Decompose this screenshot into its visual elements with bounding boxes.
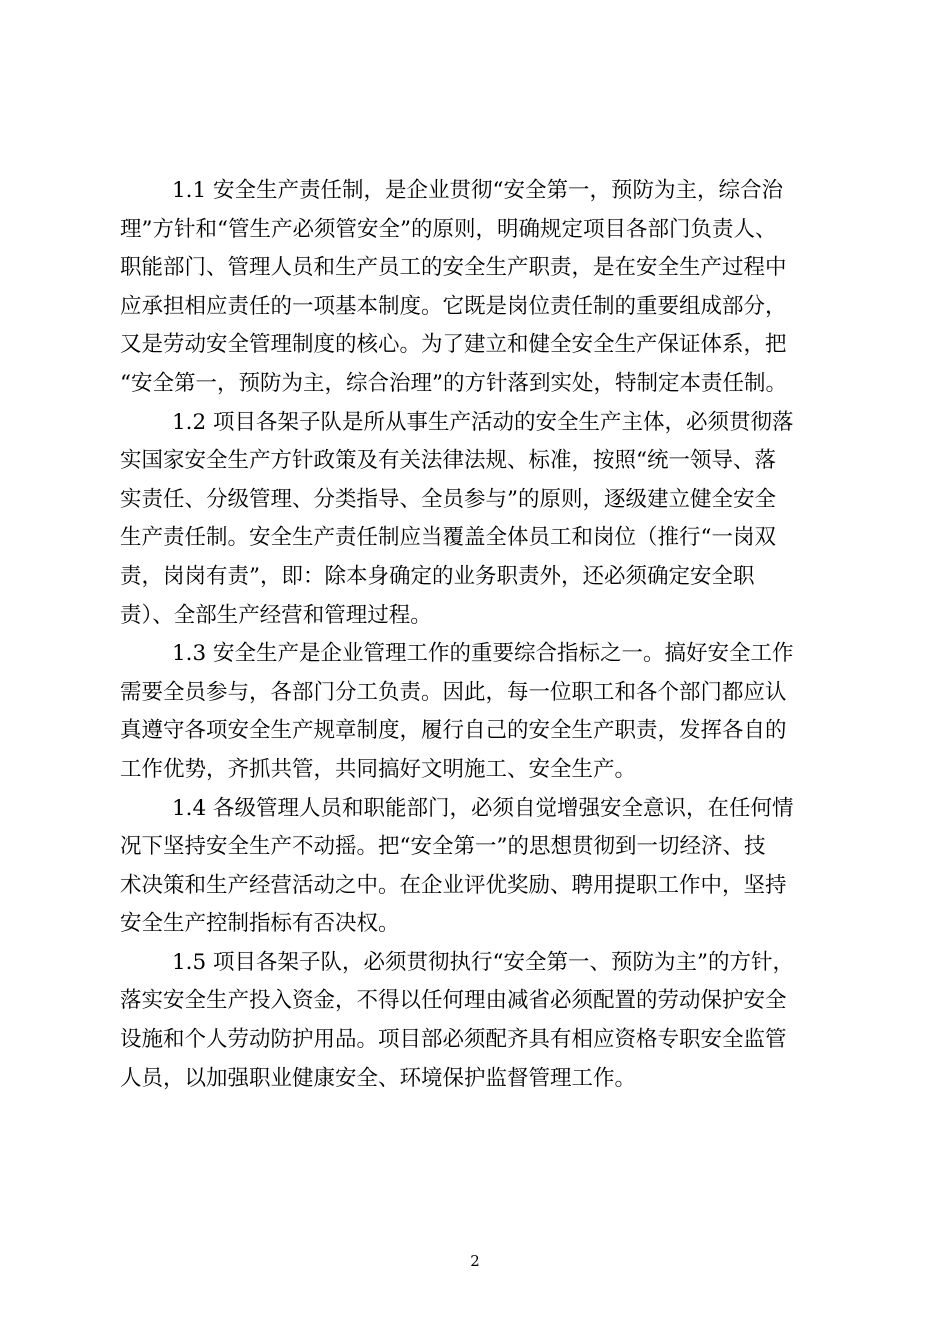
paragraph-1-5	[120, 944, 836, 1098]
text-line: 理”方针和“管生产必须管安全”的原则，明确规定项目各部门负责人、	[120, 216, 777, 242]
text-line: 真遵守各项安全生产规章制度，履行自己的安全生产职责，发挥各自的	[120, 718, 787, 744]
text-line: 1.1 安全生产责任制，是企业贯彻“安全第一，预防为主，综合治	[172, 178, 784, 203]
text-line: 实国家安全生产方针政策及有关法律法规、标准，按照“统一领导、落	[120, 448, 776, 474]
text-line: 设施和个人劳动防护用品。项目部必须配齐具有相应资格专职安全监管	[120, 1027, 787, 1053]
text-line: 职能部门、管理人员和生产员工的安全生产职责，是在安全生产过程中	[120, 255, 787, 281]
text-line: 责）、全部生产经营和管理过程。	[120, 602, 432, 628]
text-line: 1.3 安全生产是企业管理工作的重要综合指标之一。搞好安全工作	[172, 641, 794, 667]
text-line: 又是劳动安全管理制度的核心。为了建立和健全安全生产保证体系，把	[120, 332, 787, 358]
text-line: 术决策和生产经营活动之中。在企业评优奖励、聘用提职工作中，坚持	[120, 872, 787, 898]
text-line: 1.5 项目各架子队，必须贯彻执行“安全第一、预防为主”的方针，	[172, 949, 795, 975]
document-body	[120, 172, 836, 1098]
text-line: 需要全员参与，各部门分工负责。因此，每一位职工和各个部门都应认	[120, 679, 787, 705]
text-line: 责，岗岗有责”，即：除本身确定的业务职责外，还必须确定安全职	[120, 563, 755, 589]
text-line: 落实安全生产投入资金，不得以任何理由减省必须配置的劳动保护安全	[120, 988, 787, 1014]
text-line: “安全第一，预防为主，综合治理”的方针落到实处，特制定本责任制。	[120, 370, 787, 396]
text-line: 1.2 项目各架子队是所从事生产活动的安全生产主体，必须贯彻落	[172, 409, 794, 435]
text-line: 应承担相应责任的一项基本制度。它既是岗位责任制的重要组成部分，	[120, 293, 787, 319]
paragraph-1-1	[120, 172, 836, 404]
paragraph-1-4	[120, 790, 836, 944]
text-line: 安全生产控制指标有否决权。	[120, 911, 400, 937]
paragraph-1-2	[120, 404, 836, 636]
text-line: 实责任、分级管理、分类指导、全员参与”的原则，逐级建立健全安全	[120, 486, 776, 512]
text-line: 人员，以加强职业健康安全、环境保护监督管理工作。	[120, 1065, 637, 1091]
text-line: 工作优势，齐抓共管，共同搞好文明施工、安全生产。	[120, 756, 637, 782]
text-line: 1.4 各级管理人员和职能部门，必须自觉增强安全意识，在任何情	[172, 795, 794, 821]
page-number: 2	[470, 1252, 480, 1270]
text-line: 生产责任制。安全生产责任制应当覆盖全体员工和岗位（推行“一岗双	[120, 525, 776, 551]
text-line: 况下坚持安全生产不动摇。把“安全第一”的思想贯彻到一切经济、技	[120, 834, 766, 860]
paragraph-1-3	[120, 635, 836, 789]
